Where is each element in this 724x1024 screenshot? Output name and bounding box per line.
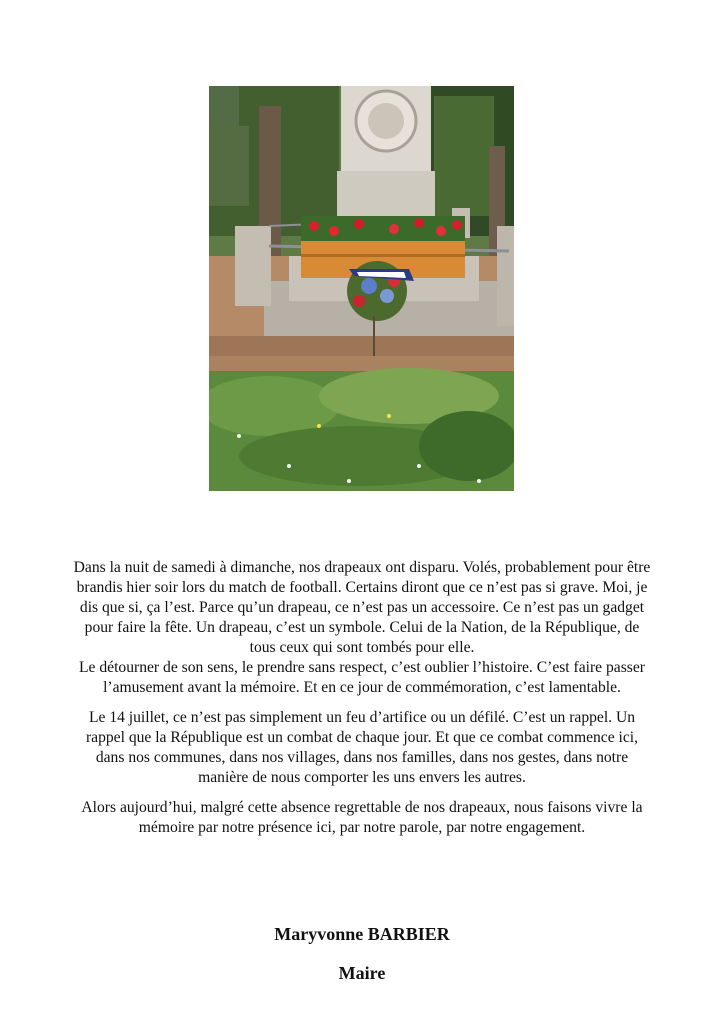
signature-role: Maire [338,963,386,983]
paragraph-14-juillet: Le 14 juillet, ce n’est pas simplement un feu d’artifice ou un défilé. C’est un rappel. Un rappel que la République est un combat de chaque jour. Et que ce combat commence ici, dans nos communes, dans nos villages, dans nos familles, dans nos gestes, dans notre manière de nous comporter les uns envers les autres. [85,709,639,786]
paragraph-detourner: Le détourner de son sens, le prendre sans respect, c’est oublier l’histoire. C’est faire passer l’amusement avant la mémoire. Et en ce jour de commémoration, c’est lamentable. [79,659,645,696]
war-memorial-photo [209,86,514,491]
speech-body [70,558,654,838]
paragraph-drapeaux: Dans la nuit de samedi à dimanche, nos drapeaux ont disparu. Volés, probablement pour être brandis hier soir lors du match de football. Certains diront que ce n’est pas si grave. Moi, je dis que si, ça l’est. Parce qu’un drapeau, ce n’est pas un accessoire. Ce n’est pas un gadget pour faire la fête. Un drapeau, c’est un symbole. Celui de la Nation, de la République, de tous ceux qui sont tombés pour elle. [73,559,651,656]
war-memorial-image [209,86,514,491]
signature-name: Maryvonne BARBIER [274,924,450,944]
paragraph-memoire: Alors aujourd’hui, malgré cette absence regrettable de nos drapeaux, nous faisons vivre la mémoire par notre présence ici, par notre parole, par notre engagement. [81,799,643,836]
